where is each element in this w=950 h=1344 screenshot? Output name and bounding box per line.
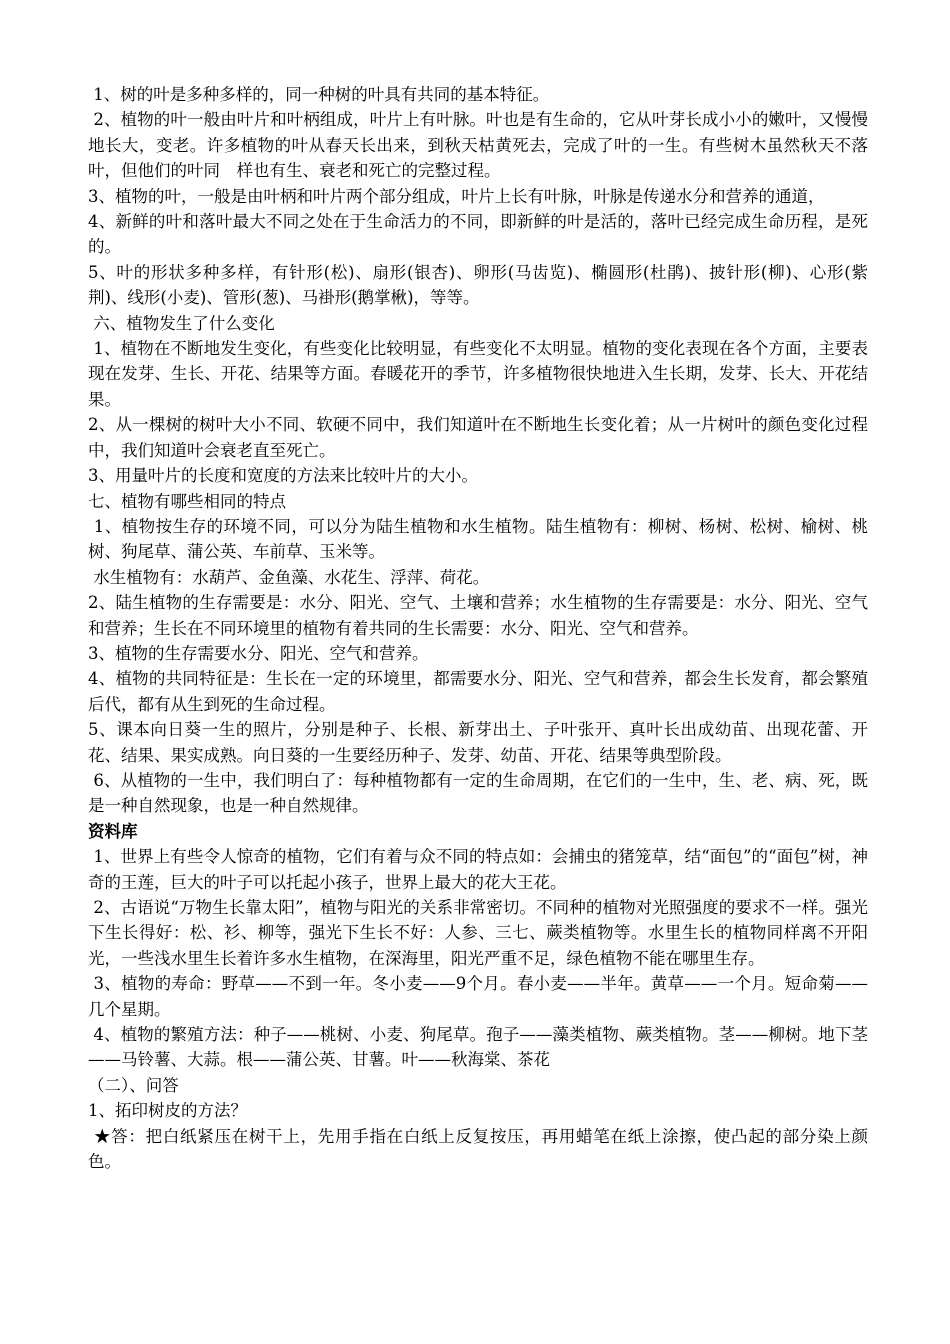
paragraph-5: 5、叶的形状多种多样，有针形(松)、扇形(银杏)、卵形(马齿览)、椭圆形(杜鹃)、披针形(柳)、心形(紫荆)、线形(小麦)、管形(葱)、马褂形(鹅掌楸)，等等。 <box>88 262 868 308</box>
section-heading-7: 七、植物有哪些相同的特点 <box>88 491 286 511</box>
paragraph-4: 4、新鲜的叶和落叶最大不同之处在于生命活力的不同，即新鲜的叶是活的，落叶已经完成生命历程，是死的。 <box>88 212 868 257</box>
paragraph-7-4: 4、植物的共同特征是：生长在一定的环境里，都需要水分、阳光、空气和营养，都会生长发育，都会繁殖后代，都有从生到死的生命过程。 <box>88 669 868 714</box>
section-heading-qa: （二）、问答 <box>88 1075 179 1095</box>
paragraph-7-1b: 水生植物有：水葫芦、金鱼藻、水花生、浮萍、荷花。 <box>88 567 490 587</box>
paragraph-7-1: 1、植物按生存的环境不同，可以分为陆生植物和水生植物。陆生植物有：柳树、杨树、松树、榆树、桃树、狗尾草、蒲公英、车前草、玉米等。 <box>88 516 868 562</box>
section-heading-library: 资料库 <box>88 821 138 841</box>
paragraph-6-1: 1、植物在不断地发生变化，有些变化比较明显，有些变化不太明显。植物的变化表现在各个方面，主要表现在发芽、生长、开花、结果等方面。春暖花开的季节，许多植物很快地进入生长期，发芽、长大、开花结果。 <box>88 339 868 409</box>
paragraph-lib-4: 4、植物的繁殖方法：种子——桃树、小麦、狗尾草。孢子——藻类植物、蕨类植物。茎——柳树。地下茎——马铃薯、大蒜。根——蒲公英、甘薯。叶——秋海棠、茶花 <box>88 1025 869 1070</box>
paragraph-7-2: 2、陆生植物的生存需要是：水分、阳光、空气、土壤和营养；水生植物的生存需要是：水分、阳光、空气和营养；生长在不同环境里的植物有着共同的生长需要：水分、阳光、空气和营养。 <box>88 593 868 638</box>
document-page <box>88 82 868 1174</box>
paragraph-1: 1、树的叶是多种多样的，同一种树的叶具有共同的基本特征。 <box>88 85 550 104</box>
paragraph-lib-2: 2、古语说“万物生长靠太阳”，植物与阳光的关系非常密切。不同种的植物对光照强度的要求不一样。强光下生长得好：松、衫、柳等，强光下生长不好：人参、三七、蕨类植物等。水里生长的植物同样离不开阳光，一些浅水里生长着许多水生植物，在深海里，阳光严重不足，绿色植物不能在哪里生存。 <box>88 898 869 968</box>
paragraph-3: 3、植物的叶，一般是由叶柄和叶片两个部分组成，叶片上长有叶脉，叶脉是传递水分和营养的通道， <box>88 186 825 206</box>
paragraph-6-3: 3、用量叶片的长度和宽度的方法来比较叶片的大小。 <box>88 466 478 486</box>
question-1: 1、拓印树皮的方法？ <box>88 1101 247 1121</box>
paragraph-7-6: 6、从植物的一生中，我们明白了：每种植物都有一定的生命周期，在它们的一生中，生、老、病、死，既是一种自然现象，也是一种自然规律。 <box>88 770 868 816</box>
paragraph-7-5: 5、课本向日葵一生的照片，分别是种子、长根、新芽出土、子叶张开、真叶长出成幼苗、出现花蕾、开花、结果、果实成熟。向日葵的一生要经历种子、发芽、幼苗、开花、结果等典型阶段。 <box>88 720 868 765</box>
answer-1: ★答：把白纸紧压在树干上，先用手指在白纸上反复按压，再用蜡笔在纸上涂擦，使凸起的部分染上颜色。 <box>88 1126 869 1172</box>
paragraph-lib-1: 1、世界上有些令人惊奇的植物，它们有着与众不同的特点如：会捕虫的猪笼草，结“面包”的“面包”树，神奇的王莲，巨大的叶子可以托起小孩子，世界上最大的花大王花。 <box>88 847 868 892</box>
section-heading-6: 六、植物发生了什么变化 <box>88 313 275 333</box>
paragraph-7-3: 3、植物的生存需要水分、阳光、空气和营养。 <box>88 643 429 663</box>
paragraph-2: 2、植物的叶一般由叶片和叶柄组成，叶片上有叶脉。叶也是有生命的，它从叶芽长成小小的嫩叶，又慢慢地长大，变老。许多植物的叶从春天长出来，到秋天枯黄死去，完成了叶的一生。有些树木虽然秋天不落叶，但他们的叶同 样也有生、衰老和死亡的完整过程。 <box>88 110 868 181</box>
paragraph-lib-3: 3、植物的寿命：野草——不到一年。冬小麦——9个月。春小麦——半年。黄草——一个月。短命菊——几个星期。 <box>88 974 869 1019</box>
paragraph-6-2: 2、从一棵树的树叶大小不同、软硬不同中，我们知道叶在不断地生长变化着；从一片树叶的颜色变化过程中，我们知道叶会衰老直至死亡。 <box>88 415 868 460</box>
